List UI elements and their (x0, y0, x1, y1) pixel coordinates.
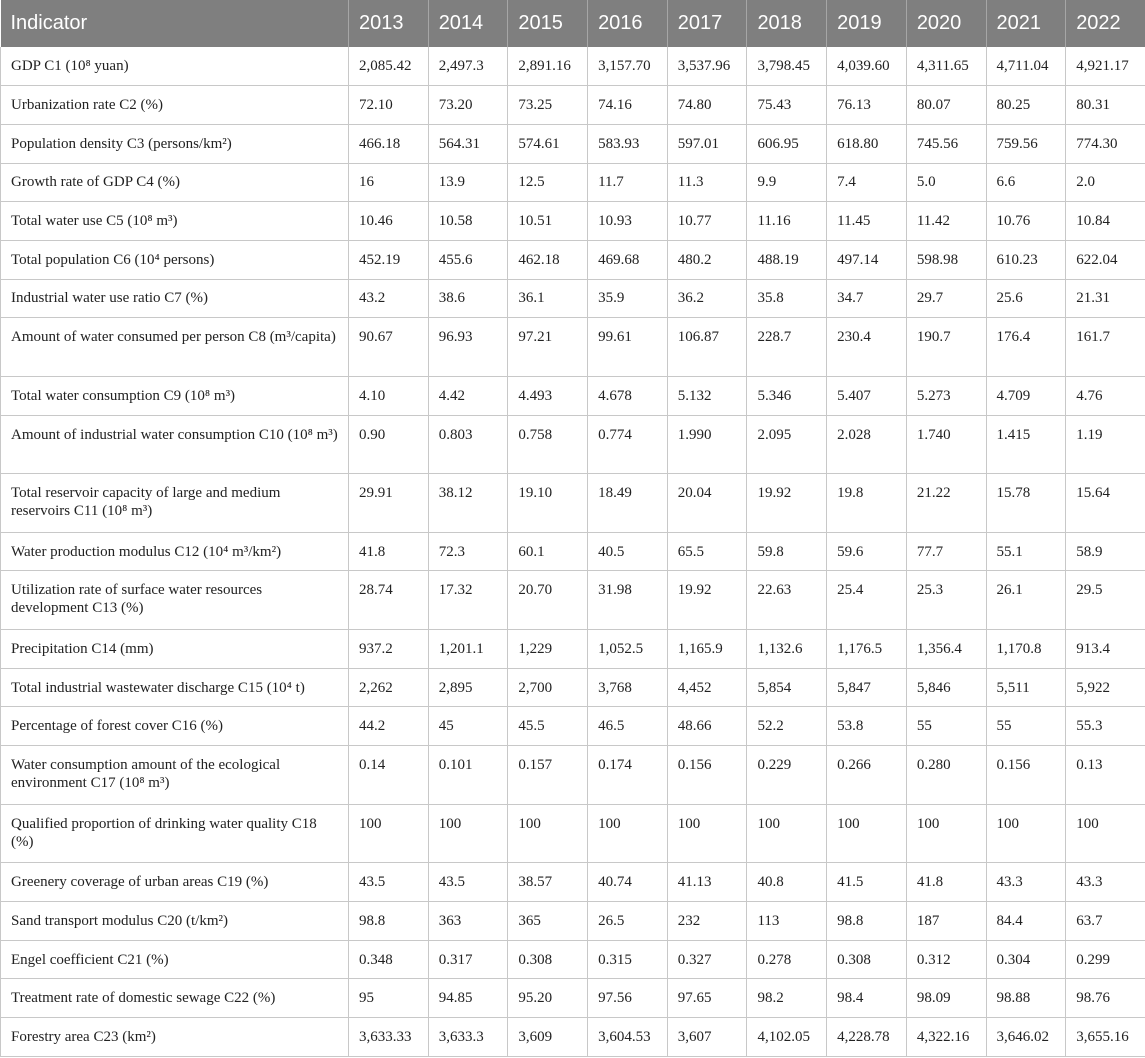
indicator-cell: Greenery coverage of urban areas C19 (%) (1, 863, 349, 902)
table-row (1, 940, 1145, 979)
value-cell: 230.4 (827, 318, 907, 377)
value-cell: 5,847 (827, 668, 907, 707)
value-cell: 574.61 (508, 124, 588, 163)
value-cell: 63.7 (1066, 902, 1145, 941)
value-cell: 610.23 (986, 240, 1066, 279)
table-row (1, 376, 1145, 415)
value-cell: 48.66 (667, 707, 747, 746)
indicator-cell: Total population C6 (10⁴ persons) (1, 240, 349, 279)
value-cell: 43.5 (349, 863, 429, 902)
value-cell: 0.14 (349, 746, 429, 805)
value-cell: 29.7 (906, 279, 986, 318)
header-year: 2014 (428, 0, 508, 47)
value-cell: 25.3 (906, 571, 986, 630)
value-cell: 19.92 (747, 474, 827, 533)
value-cell: 98.76 (1066, 979, 1145, 1018)
value-cell: 480.2 (667, 240, 747, 279)
value-cell: 80.07 (906, 86, 986, 125)
value-cell: 0.315 (588, 940, 668, 979)
indicator-cell: Total water consumption C9 (10⁸ m³) (1, 376, 349, 415)
header-year: 2013 (349, 0, 429, 47)
value-cell: 98.2 (747, 979, 827, 1018)
indicator-cell: Total water use C5 (10⁸ m³) (1, 202, 349, 241)
value-cell: 913.4 (1066, 630, 1145, 669)
value-cell: 65.5 (667, 532, 747, 571)
value-cell: 0.90 (349, 415, 429, 474)
value-cell: 17.32 (428, 571, 508, 630)
value-cell: 41.8 (349, 532, 429, 571)
value-cell: 77.7 (906, 532, 986, 571)
value-cell: 161.7 (1066, 318, 1145, 377)
value-cell: 19.10 (508, 474, 588, 533)
value-cell: 44.2 (349, 707, 429, 746)
value-cell: 598.98 (906, 240, 986, 279)
value-cell: 2.028 (827, 415, 907, 474)
value-cell: 80.31 (1066, 86, 1145, 125)
table-row (1, 668, 1145, 707)
value-cell: 1,229 (508, 630, 588, 669)
value-cell: 5.346 (747, 376, 827, 415)
value-cell: 90.67 (349, 318, 429, 377)
value-cell: 618.80 (827, 124, 907, 163)
table-row (1, 86, 1145, 125)
value-cell: 97.56 (588, 979, 668, 1018)
value-cell: 11.16 (747, 202, 827, 241)
value-cell: 41.5 (827, 863, 907, 902)
value-cell: 106.87 (667, 318, 747, 377)
indicator-cell: Engel coefficient C21 (%) (1, 940, 349, 979)
value-cell: 4,102.05 (747, 1018, 827, 1057)
indicator-cell: Urbanization rate C2 (%) (1, 86, 349, 125)
value-cell: 52.2 (747, 707, 827, 746)
value-cell: 774.30 (1066, 124, 1145, 163)
header-year: 2020 (906, 0, 986, 47)
indicator-cell: GDP C1 (10⁸ yuan) (1, 47, 349, 86)
value-cell: 1,132.6 (747, 630, 827, 669)
value-cell: 100 (349, 804, 429, 863)
value-cell: 29.91 (349, 474, 429, 533)
indicator-cell: Percentage of forest cover C16 (%) (1, 707, 349, 746)
value-cell: 7.4 (827, 163, 907, 202)
value-cell: 1.19 (1066, 415, 1145, 474)
value-cell: 94.85 (428, 979, 508, 1018)
table-body (1, 47, 1145, 1056)
value-cell: 43.5 (428, 863, 508, 902)
value-cell: 5,854 (747, 668, 827, 707)
header-year: 2016 (588, 0, 668, 47)
value-cell: 0.327 (667, 940, 747, 979)
value-cell: 59.6 (827, 532, 907, 571)
indicator-cell: Population density C3 (persons/km²) (1, 124, 349, 163)
value-cell: 43.3 (986, 863, 1066, 902)
indicator-cell: Amount of industrial water consumption C10 (10⁸ m³) (1, 415, 349, 474)
value-cell: 25.4 (827, 571, 907, 630)
value-cell: 4,311.65 (906, 47, 986, 86)
value-cell: 3,607 (667, 1018, 747, 1057)
value-cell: 488.19 (747, 240, 827, 279)
value-cell: 4.76 (1066, 376, 1145, 415)
value-cell: 4,921.17 (1066, 47, 1145, 86)
value-cell: 0.304 (986, 940, 1066, 979)
value-cell: 72.3 (428, 532, 508, 571)
value-cell: 452.19 (349, 240, 429, 279)
value-cell: 35.9 (588, 279, 668, 318)
value-cell: 1,052.5 (588, 630, 668, 669)
value-cell: 3,604.53 (588, 1018, 668, 1057)
value-cell: 75.43 (747, 86, 827, 125)
table-row (1, 746, 1145, 805)
value-cell: 3,157.70 (588, 47, 668, 86)
value-cell: 622.04 (1066, 240, 1145, 279)
value-cell: 10.84 (1066, 202, 1145, 241)
table-row (1, 863, 1145, 902)
value-cell: 21.22 (906, 474, 986, 533)
value-cell: 2,262 (349, 668, 429, 707)
value-cell: 0.13 (1066, 746, 1145, 805)
indicator-cell: Forestry area C23 (km²) (1, 1018, 349, 1057)
header-year: 2015 (508, 0, 588, 47)
header-row (1, 0, 1145, 47)
value-cell: 100 (986, 804, 1066, 863)
value-cell: 2,895 (428, 668, 508, 707)
value-cell: 5.0 (906, 163, 986, 202)
value-cell: 36.2 (667, 279, 747, 318)
value-cell: 74.80 (667, 86, 747, 125)
indicator-cell: Precipitation C14 (mm) (1, 630, 349, 669)
value-cell: 363 (428, 902, 508, 941)
value-cell: 100 (428, 804, 508, 863)
table-header (1, 0, 1145, 47)
value-cell: 55 (906, 707, 986, 746)
value-cell: 97.21 (508, 318, 588, 377)
value-cell: 28.74 (349, 571, 429, 630)
value-cell: 26.1 (986, 571, 1066, 630)
indicator-cell: Water production modulus C12 (10⁴ m³/km²) (1, 532, 349, 571)
value-cell: 597.01 (667, 124, 747, 163)
value-cell: 1,170.8 (986, 630, 1066, 669)
value-cell: 232 (667, 902, 747, 941)
value-cell: 0.299 (1066, 940, 1145, 979)
value-cell: 41.13 (667, 863, 747, 902)
value-cell: 466.18 (349, 124, 429, 163)
value-cell: 0.229 (747, 746, 827, 805)
value-cell: 11.7 (588, 163, 668, 202)
value-cell: 2,700 (508, 668, 588, 707)
value-cell: 10.58 (428, 202, 508, 241)
indicator-cell: Treatment rate of domestic sewage C22 (%) (1, 979, 349, 1018)
value-cell: 2,891.16 (508, 47, 588, 86)
value-cell: 0.156 (667, 746, 747, 805)
value-cell: 35.8 (747, 279, 827, 318)
value-cell: 2,085.42 (349, 47, 429, 86)
value-cell: 564.31 (428, 124, 508, 163)
value-cell: 95 (349, 979, 429, 1018)
value-cell: 22.63 (747, 571, 827, 630)
value-cell: 606.95 (747, 124, 827, 163)
value-cell: 4.10 (349, 376, 429, 415)
value-cell: 113 (747, 902, 827, 941)
value-cell: 100 (1066, 804, 1145, 863)
value-cell: 3,633.3 (428, 1018, 508, 1057)
value-cell: 5.132 (667, 376, 747, 415)
value-cell: 19.8 (827, 474, 907, 533)
value-cell: 31.98 (588, 571, 668, 630)
table-row (1, 415, 1145, 474)
value-cell: 100 (747, 804, 827, 863)
value-cell: 176.4 (986, 318, 1066, 377)
value-cell: 1,356.4 (906, 630, 986, 669)
value-cell: 4,711.04 (986, 47, 1066, 86)
value-cell: 0.803 (428, 415, 508, 474)
indicator-cell: Industrial water use ratio C7 (%) (1, 279, 349, 318)
header-year: 2021 (986, 0, 1066, 47)
value-cell: 98.4 (827, 979, 907, 1018)
value-cell: 0.312 (906, 940, 986, 979)
value-cell: 10.46 (349, 202, 429, 241)
value-cell: 58.9 (1066, 532, 1145, 571)
value-cell: 45 (428, 707, 508, 746)
value-cell: 100 (588, 804, 668, 863)
indicator-cell: Growth rate of GDP C4 (%) (1, 163, 349, 202)
value-cell: 0.101 (428, 746, 508, 805)
value-cell: 462.18 (508, 240, 588, 279)
value-cell: 15.64 (1066, 474, 1145, 533)
value-cell: 0.156 (986, 746, 1066, 805)
value-cell: 74.16 (588, 86, 668, 125)
value-cell: 3,537.96 (667, 47, 747, 86)
value-cell: 3,655.16 (1066, 1018, 1145, 1057)
value-cell: 40.8 (747, 863, 827, 902)
value-cell: 97.65 (667, 979, 747, 1018)
value-cell: 4.709 (986, 376, 1066, 415)
value-cell: 469.68 (588, 240, 668, 279)
value-cell: 11.45 (827, 202, 907, 241)
value-cell: 98.8 (349, 902, 429, 941)
value-cell: 100 (827, 804, 907, 863)
value-cell: 3,609 (508, 1018, 588, 1057)
value-cell: 40.5 (588, 532, 668, 571)
value-cell: 98.8 (827, 902, 907, 941)
header-indicator: Indicator (1, 0, 349, 47)
value-cell: 100 (667, 804, 747, 863)
indicator-cell: Water consumption amount of the ecological environment C17 (10⁸ m³) (1, 746, 349, 805)
table-row (1, 279, 1145, 318)
value-cell: 4,228.78 (827, 1018, 907, 1057)
indicator-cell: Qualified proportion of drinking water quality C18 (%) (1, 804, 349, 863)
value-cell: 3,646.02 (986, 1018, 1066, 1057)
value-cell: 84.4 (986, 902, 1066, 941)
value-cell: 10.51 (508, 202, 588, 241)
value-cell: 0.308 (827, 940, 907, 979)
value-cell: 5,511 (986, 668, 1066, 707)
value-cell: 73.25 (508, 86, 588, 125)
value-cell: 38.57 (508, 863, 588, 902)
value-cell: 16 (349, 163, 429, 202)
table-row (1, 902, 1145, 941)
value-cell: 80.25 (986, 86, 1066, 125)
value-cell: 1,201.1 (428, 630, 508, 669)
value-cell: 190.7 (906, 318, 986, 377)
value-cell: 5.407 (827, 376, 907, 415)
value-cell: 5,846 (906, 668, 986, 707)
value-cell: 0.348 (349, 940, 429, 979)
value-cell: 98.09 (906, 979, 986, 1018)
value-cell: 1,176.5 (827, 630, 907, 669)
value-cell: 46.5 (588, 707, 668, 746)
table-row (1, 202, 1145, 241)
value-cell: 20.70 (508, 571, 588, 630)
value-cell: 1.990 (667, 415, 747, 474)
value-cell: 3,798.45 (747, 47, 827, 86)
value-cell: 45.5 (508, 707, 588, 746)
value-cell: 3,633.33 (349, 1018, 429, 1057)
value-cell: 759.56 (986, 124, 1066, 163)
value-cell: 5.273 (906, 376, 986, 415)
value-cell: 10.93 (588, 202, 668, 241)
value-cell: 2,497.3 (428, 47, 508, 86)
value-cell: 1.415 (986, 415, 1066, 474)
value-cell: 9.9 (747, 163, 827, 202)
value-cell: 55 (986, 707, 1066, 746)
header-year: 2018 (747, 0, 827, 47)
value-cell: 0.774 (588, 415, 668, 474)
value-cell: 2.0 (1066, 163, 1145, 202)
value-cell: 0.280 (906, 746, 986, 805)
table-row (1, 707, 1145, 746)
value-cell: 4,322.16 (906, 1018, 986, 1057)
table-row (1, 240, 1145, 279)
value-cell: 228.7 (747, 318, 827, 377)
value-cell: 13.9 (428, 163, 508, 202)
indicator-cell: Total industrial wastewater discharge C15 (10⁴ t) (1, 668, 349, 707)
table-row (1, 318, 1145, 377)
value-cell: 583.93 (588, 124, 668, 163)
value-cell: 0.308 (508, 940, 588, 979)
value-cell: 2.095 (747, 415, 827, 474)
header-year: 2019 (827, 0, 907, 47)
value-cell: 745.56 (906, 124, 986, 163)
value-cell: 11.42 (906, 202, 986, 241)
table-row (1, 124, 1145, 163)
value-cell: 21.31 (1066, 279, 1145, 318)
value-cell: 100 (906, 804, 986, 863)
value-cell: 0.758 (508, 415, 588, 474)
value-cell: 34.7 (827, 279, 907, 318)
value-cell: 455.6 (428, 240, 508, 279)
value-cell: 38.6 (428, 279, 508, 318)
value-cell: 0.157 (508, 746, 588, 805)
value-cell: 43.3 (1066, 863, 1145, 902)
value-cell: 41.8 (906, 863, 986, 902)
value-cell: 4.493 (508, 376, 588, 415)
indicator-cell: Amount of water consumed per person C8 (m³/capita) (1, 318, 349, 377)
value-cell: 19.92 (667, 571, 747, 630)
table-row (1, 804, 1145, 863)
value-cell: 10.77 (667, 202, 747, 241)
value-cell: 3,768 (588, 668, 668, 707)
value-cell: 4.42 (428, 376, 508, 415)
value-cell: 15.78 (986, 474, 1066, 533)
value-cell: 60.1 (508, 532, 588, 571)
value-cell: 18.49 (588, 474, 668, 533)
value-cell: 6.6 (986, 163, 1066, 202)
value-cell: 4.678 (588, 376, 668, 415)
value-cell: 0.317 (428, 940, 508, 979)
value-cell: 73.20 (428, 86, 508, 125)
value-cell: 10.76 (986, 202, 1066, 241)
value-cell: 11.3 (667, 163, 747, 202)
value-cell: 43.2 (349, 279, 429, 318)
value-cell: 20.04 (667, 474, 747, 533)
value-cell: 72.10 (349, 86, 429, 125)
value-cell: 99.61 (588, 318, 668, 377)
table-row (1, 47, 1145, 86)
value-cell: 26.5 (588, 902, 668, 941)
value-cell: 55.1 (986, 532, 1066, 571)
value-cell: 4,452 (667, 668, 747, 707)
value-cell: 187 (906, 902, 986, 941)
value-cell: 937.2 (349, 630, 429, 669)
value-cell: 5,922 (1066, 668, 1145, 707)
value-cell: 96.93 (428, 318, 508, 377)
value-cell: 40.74 (588, 863, 668, 902)
table-row (1, 163, 1145, 202)
indicator-cell: Sand transport modulus C20 (t/km²) (1, 902, 349, 941)
value-cell: 29.5 (1066, 571, 1145, 630)
table-row (1, 1018, 1145, 1057)
value-cell: 0.266 (827, 746, 907, 805)
value-cell: 12.5 (508, 163, 588, 202)
value-cell: 38.12 (428, 474, 508, 533)
value-cell: 0.278 (747, 940, 827, 979)
value-cell: 25.6 (986, 279, 1066, 318)
value-cell: 4,039.60 (827, 47, 907, 86)
value-cell: 365 (508, 902, 588, 941)
value-cell: 0.174 (588, 746, 668, 805)
value-cell: 98.88 (986, 979, 1066, 1018)
value-cell: 95.20 (508, 979, 588, 1018)
table-row (1, 474, 1145, 533)
value-cell: 36.1 (508, 279, 588, 318)
value-cell: 1,165.9 (667, 630, 747, 669)
header-year: 2022 (1066, 0, 1145, 47)
indicator-cell: Total reservoir capacity of large and medium reservoirs C11 (10⁸ m³) (1, 474, 349, 533)
value-cell: 497.14 (827, 240, 907, 279)
value-cell: 100 (508, 804, 588, 863)
value-cell: 59.8 (747, 532, 827, 571)
table-row (1, 571, 1145, 630)
table-row (1, 630, 1145, 669)
value-cell: 53.8 (827, 707, 907, 746)
table-row (1, 532, 1145, 571)
indicator-cell: Utilization rate of surface water resources development C13 (%) (1, 571, 349, 630)
table-row (1, 979, 1145, 1018)
header-year: 2017 (667, 0, 747, 47)
value-cell: 76.13 (827, 86, 907, 125)
value-cell: 55.3 (1066, 707, 1145, 746)
value-cell: 1.740 (906, 415, 986, 474)
